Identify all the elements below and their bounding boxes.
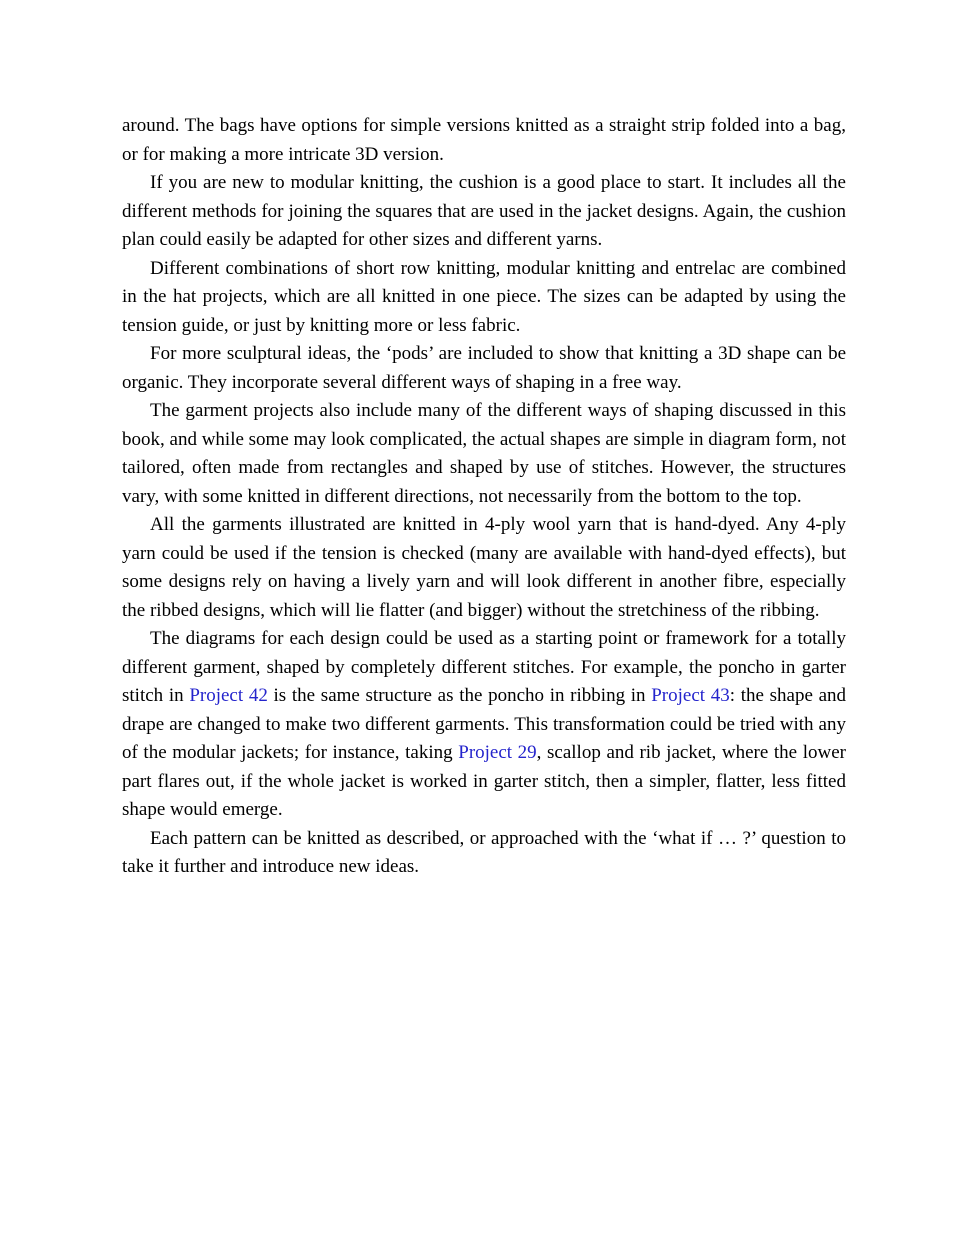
project-link[interactable]: Project 43 [651, 685, 730, 706]
paragraph: The diagrams for each design could be used as a starting point or framework for a totally different garment, shaped by completely different stitches. For example, the poncho in garter stitch in Project 42 is the same structure as the poncho in ribbing in Project 43: the shape and drape are changed to make two different garments. This transformation could be tried with any of the modular jackets; for instance, taking Project 29, scallop and rib jacket, where the lower part flares out, if the whole jacket is worked in garter stitch, then a simpler, flatter, less fitted shape would emerge. [122, 628, 846, 820]
text-column [122, 112, 846, 882]
project-link[interactable]: Project 42 [189, 685, 268, 706]
paragraph: around. The bags have options for simple versions knitted as a straight strip folded into a bag, or for making a more intricate 3D version. [122, 115, 846, 165]
paragraph: Different combinations of short row knitting, modular knitting and entrelac are combined in the hat projects, which are all knitted in one piece. The sizes can be adapted by using the tension guide, or just by knitting more or less fabric. [122, 257, 846, 336]
paragraph: For more sculptural ideas, the ‘pods’ are included to show that knitting a 3D shape can be organic. They incorporate several different ways of shaping in a free way. [122, 343, 846, 393]
paragraph: The garment projects also include many of the different ways of shaping discussed in this book, and while some may look complicated, the actual shapes are simple in diagram form, not tailored, often made from rectangles and shaped by use of stitches. However, the structures vary, with some knitted in different directions, not necessarily from the bottom to the top. [122, 400, 846, 507]
project-link[interactable]: Project 29 [458, 742, 537, 763]
paragraph: If you are new to modular knitting, the cushion is a good place to start. It includes all the different methods for joining the squares that are used in the jacket designs. Again, the cushion plan could easily be adapted for other sizes and different yarns. [122, 172, 846, 250]
paragraph: All the garments illustrated are knitted in 4-ply wool yarn that is hand-dyed. Any 4-ply yarn could be used if the tension is checked (many are available with hand-dyed effects), but some designs rely on having a lively yarn and will look different in another fibre, especially the ribbed designs, which will lie flatter (and bigger) without the stretchiness of the ribbing. [122, 514, 846, 621]
paragraph: Each pattern can be knitted as described, or approached with the ‘what if … ?’ question to take it further and introduce new ideas. [122, 827, 846, 877]
